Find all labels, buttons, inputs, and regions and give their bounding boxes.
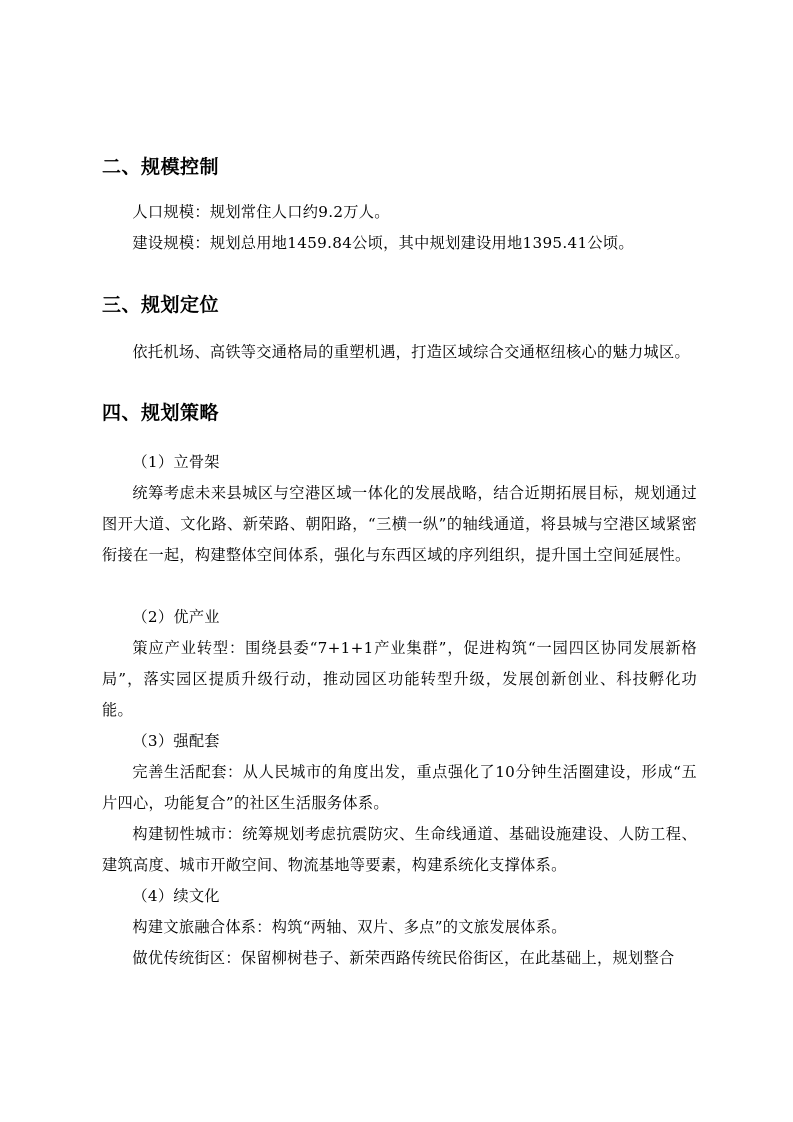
paragraph-resilient-city: 构建韧性城市：统筹规划考虑抗震防灾、生命线通道、基础设施建设、人防工程、建筑高度、城市开敞空间、物流基地等要素，构建系统化支撑体系。 [102,825,697,874]
section-heading-positioning: 三、规划定位 [102,294,220,316]
paragraph-living-facilities: 完善生活配套：从人民城市的角度出发，重点强化了10分钟生活圈建设，形成“五片四心，功能复合”的社区生活服务体系。 [102,763,697,812]
subheading-culture: （4）续文化 [132,887,220,905]
paragraph-population-scale: 人口规模：规划常住人口约9.2万人。 [132,203,390,221]
paragraph-culture-tourism: 构建文旅融合体系：构筑“两轴、双片、多点”的文旅发展体系。 [132,918,567,936]
section-heading-scale-control: 二、规模控制 [102,156,220,178]
subheading-facilities: （3）强配套 [132,732,220,750]
paragraph-construction-scale: 建设规模：规划总用地1459.84公顷，其中规划建设用地1395.41公顷。 [132,234,634,252]
paragraph-positioning: 依托机场、高铁等交通格局的重塑机遇，打造区域综合交通枢纽核心的魅力城区。 [132,343,690,361]
paragraph-traditional-streets: 做优传统街区：保留柳树巷子、新荣西路传统民俗街区，在此基础上，规划整合 [132,949,675,967]
subheading-framework: （1）立骨架 [132,453,220,471]
paragraph-industry: 策应产业转型：围绕县委“7+1+1产业集群”，促进构筑“一园四区协同发展新格局”，落实园区提质升级行动，推动园区功能转型升级，发展创新创业、科技孵化功能。 [102,639,697,719]
paragraph-framework: 统筹考虑未来县城区与空港区域一体化的发展战略，结合近期拓展目标，规划通过图开大道、文化路、新荣路、朝阳路，“三横一纵”的轴线通道，将县城与空港区域紧密衔接在一起，构建整体空间体系，强化与东西区域的序列组织，提升国土空间延展性。 [102,484,697,564]
section-heading-strategy: 四、规划策略 [102,402,220,424]
subheading-industry: （2）优产业 [132,608,220,626]
